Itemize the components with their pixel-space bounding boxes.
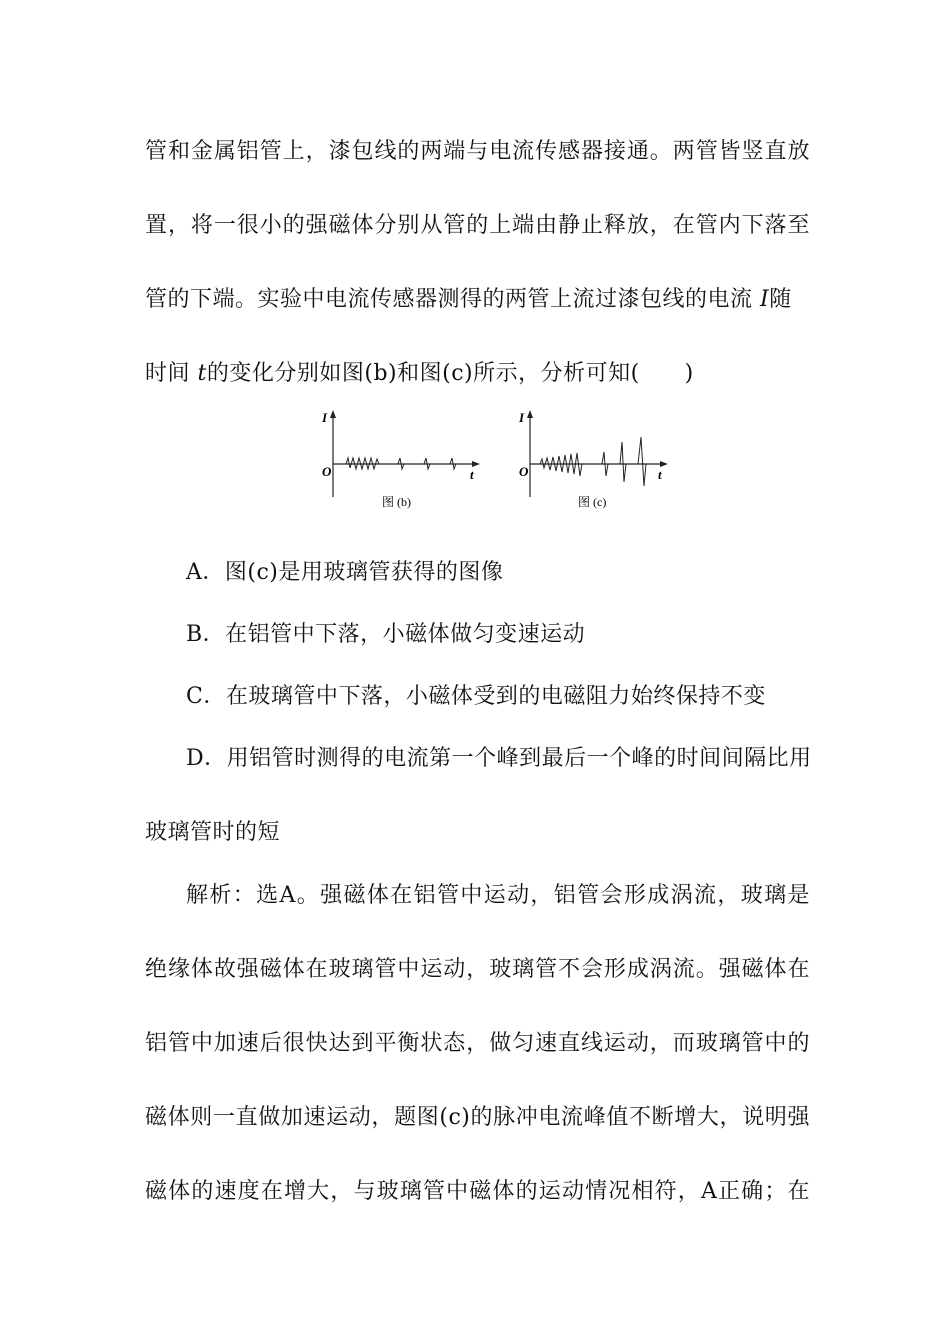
figure-c-y-arrow [527, 410, 533, 418]
analysis-line-4: 磁体则一直做加速运动，题图(c)的脉冲电流峰值不断增大，说明强 [145, 1105, 810, 1130]
figure-b-caption: 图 (b) [382, 495, 411, 509]
analysis-line-5: 磁体的速度在增大，与玻璃管中磁体的运动情况相符，A正确；在 [145, 1179, 810, 1204]
current-variable: I [760, 287, 770, 312]
figure-c-x-label: t [658, 467, 662, 482]
figure-c [518, 410, 668, 509]
paragraph-line-3-text: 管的下端。实验中电流传感器测得的两管上流过漆包线的电流 [145, 287, 753, 312]
figure-b-x-label: t [470, 467, 474, 482]
figure-c-y-label: I [519, 410, 525, 425]
figure-c-caption: 图 (c) [578, 495, 607, 509]
figure-b [321, 410, 480, 509]
figure-b-y-label: I [322, 410, 328, 425]
figure-c-current-curve [530, 437, 660, 486]
current-graphs-figure [300, 402, 690, 522]
analysis-line-1: 解析：选A。强磁体在铝管中运动，铝管会形成涡流，玻璃是 [186, 883, 810, 908]
paragraph-line-1: 管和金属铝管上，漆包线的两端与电流传感器接通。两管皆竖直放 [145, 139, 810, 164]
paragraph-line-2: 置，将一很小的强磁体分别从管的上端由静止释放，在管内下落至 [145, 213, 810, 238]
figure-b-origin: O [322, 464, 332, 479]
figure-b-y-arrow [330, 410, 336, 418]
option-d-line-1: D．用铝管时测得的电流第一个峰到最后一个峰的时间间隔比用 [186, 746, 812, 771]
analysis-line-2: 绝缘体故强磁体在玻璃管中运动，玻璃管不会形成涡流。强磁体在 [145, 957, 810, 982]
option-c: C．在玻璃管中下落，小磁体受到的电磁阻力始终保持不变 [186, 684, 766, 709]
paragraph-line-4-a: 时间 [145, 361, 191, 386]
paragraph-line-3-tail: 随 [769, 287, 792, 312]
paragraph-line-4-b: 的变化分别如图(b)和图(c)所示，分析可知( ) [206, 361, 694, 386]
option-d-line-2: 玻璃管时的短 [145, 820, 281, 845]
analysis-line-3: 铝管中加速后很快达到平衡状态，做匀速直线运动，而玻璃管中的 [145, 1031, 810, 1056]
option-b: B．在铝管中下落，小磁体做匀变速运动 [186, 622, 586, 647]
option-a: A．图(c)是用玻璃管获得的图像 [186, 560, 504, 585]
paragraph-line-3 [145, 285, 810, 315]
paragraph-line-4 [145, 359, 810, 389]
time-variable: t [197, 361, 207, 386]
figure-c-origin: O [519, 464, 529, 479]
